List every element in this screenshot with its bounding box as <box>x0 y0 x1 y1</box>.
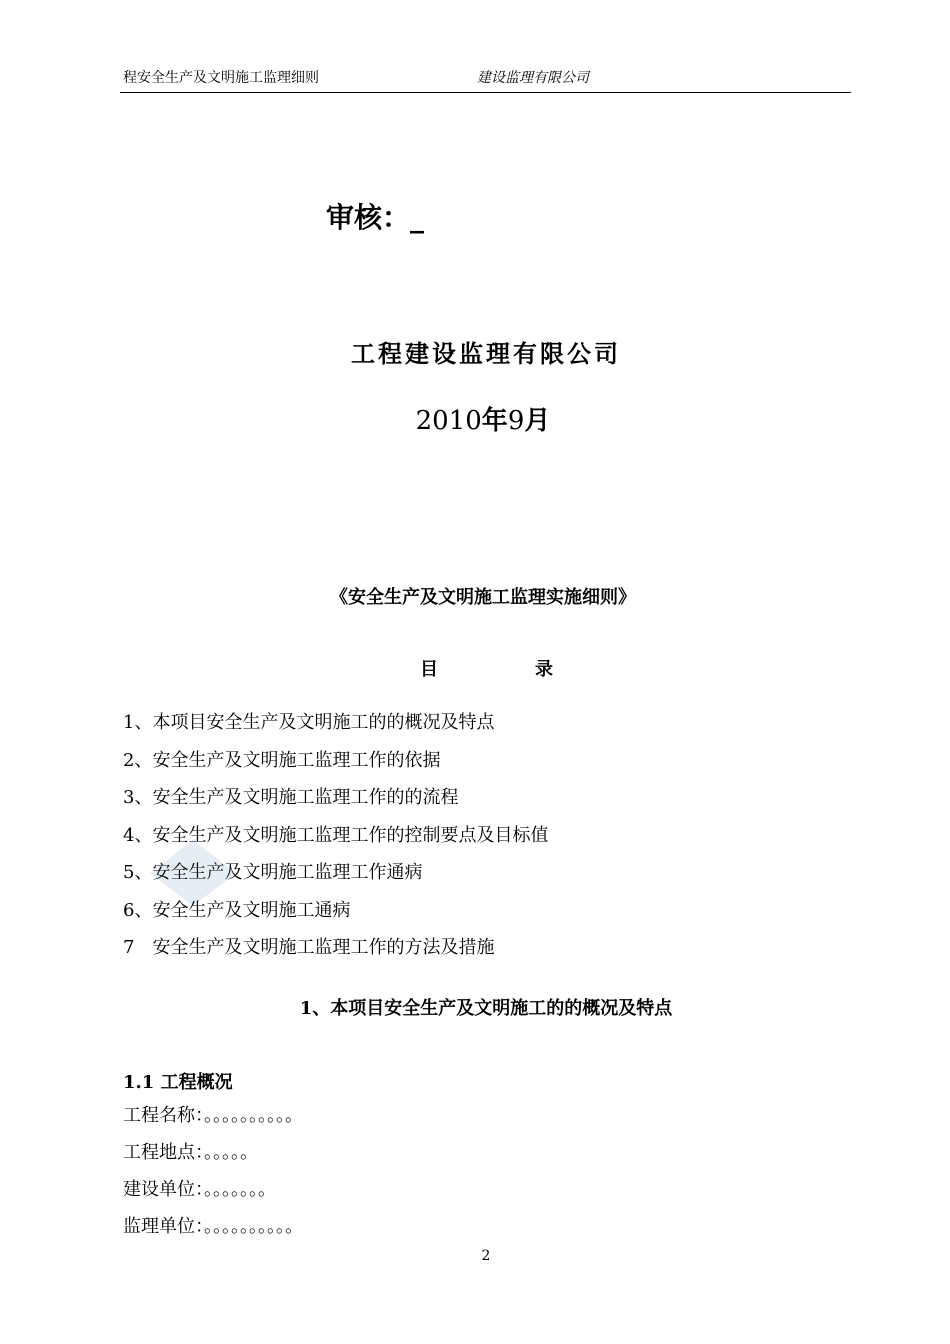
toc-heading-part2: 录 <box>535 659 553 680</box>
subsection-title: 1.1 工程概况 <box>123 1072 233 1093</box>
section-title: 1、本项目安全生产及文明施工的的概况及特点 <box>299 998 673 1019</box>
project-info-list <box>123 1097 303 1245</box>
table-of-contents <box>123 704 548 967</box>
audit-label: 审核：_ <box>326 201 425 234</box>
date-year: 2010 <box>415 406 482 436</box>
toc-item: 5、安全生产及文明施工监理工作通病 <box>123 862 423 883</box>
project-info-item: 工程名称：。。。。。。。。。。 <box>123 1105 303 1126</box>
date-year-unit: 年 <box>481 406 508 436</box>
header-right-text: 建设监理有限公司 <box>477 70 589 86</box>
document-title: 《安全生产及文明施工监理实施细则》 <box>330 587 636 608</box>
toc-item: 1、本项目安全生产及文明施工的的概况及特点 <box>123 712 495 733</box>
project-info-item: 工程地点：。。。。。 <box>123 1142 258 1163</box>
watermark-logo-icon <box>148 838 238 908</box>
toc-item: 2、安全生产及文明施工监理工作的依据 <box>123 749 441 771</box>
date-month-unit: 月 <box>524 406 551 436</box>
project-info-item: 建设单位：。。。。。。。 <box>123 1179 276 1200</box>
toc-item: 4、安全生产及文明施工监理工作的控制要点及目标值 <box>123 824 549 846</box>
toc-item: 7 安全生产及文明施工监理工作的方法及措施 <box>123 937 495 958</box>
project-info-item: 监理单位：。。。。。。。。。。 <box>123 1216 303 1237</box>
toc-item: 6、安全生产及文明施工通病 <box>123 899 351 921</box>
header-left-text: 程安全生产及文明施工监理细则 <box>123 70 319 86</box>
header-divider <box>120 92 851 93</box>
company-name: 工程建设监理有限公司 <box>351 339 621 368</box>
toc-heading-part1: 目 <box>420 659 438 680</box>
document-date <box>0 400 950 437</box>
toc-item: 3、安全生产及文明施工监理工作的的流程 <box>123 787 459 808</box>
date-month: 9 <box>507 406 525 436</box>
page-number: 2 <box>481 1248 491 1264</box>
